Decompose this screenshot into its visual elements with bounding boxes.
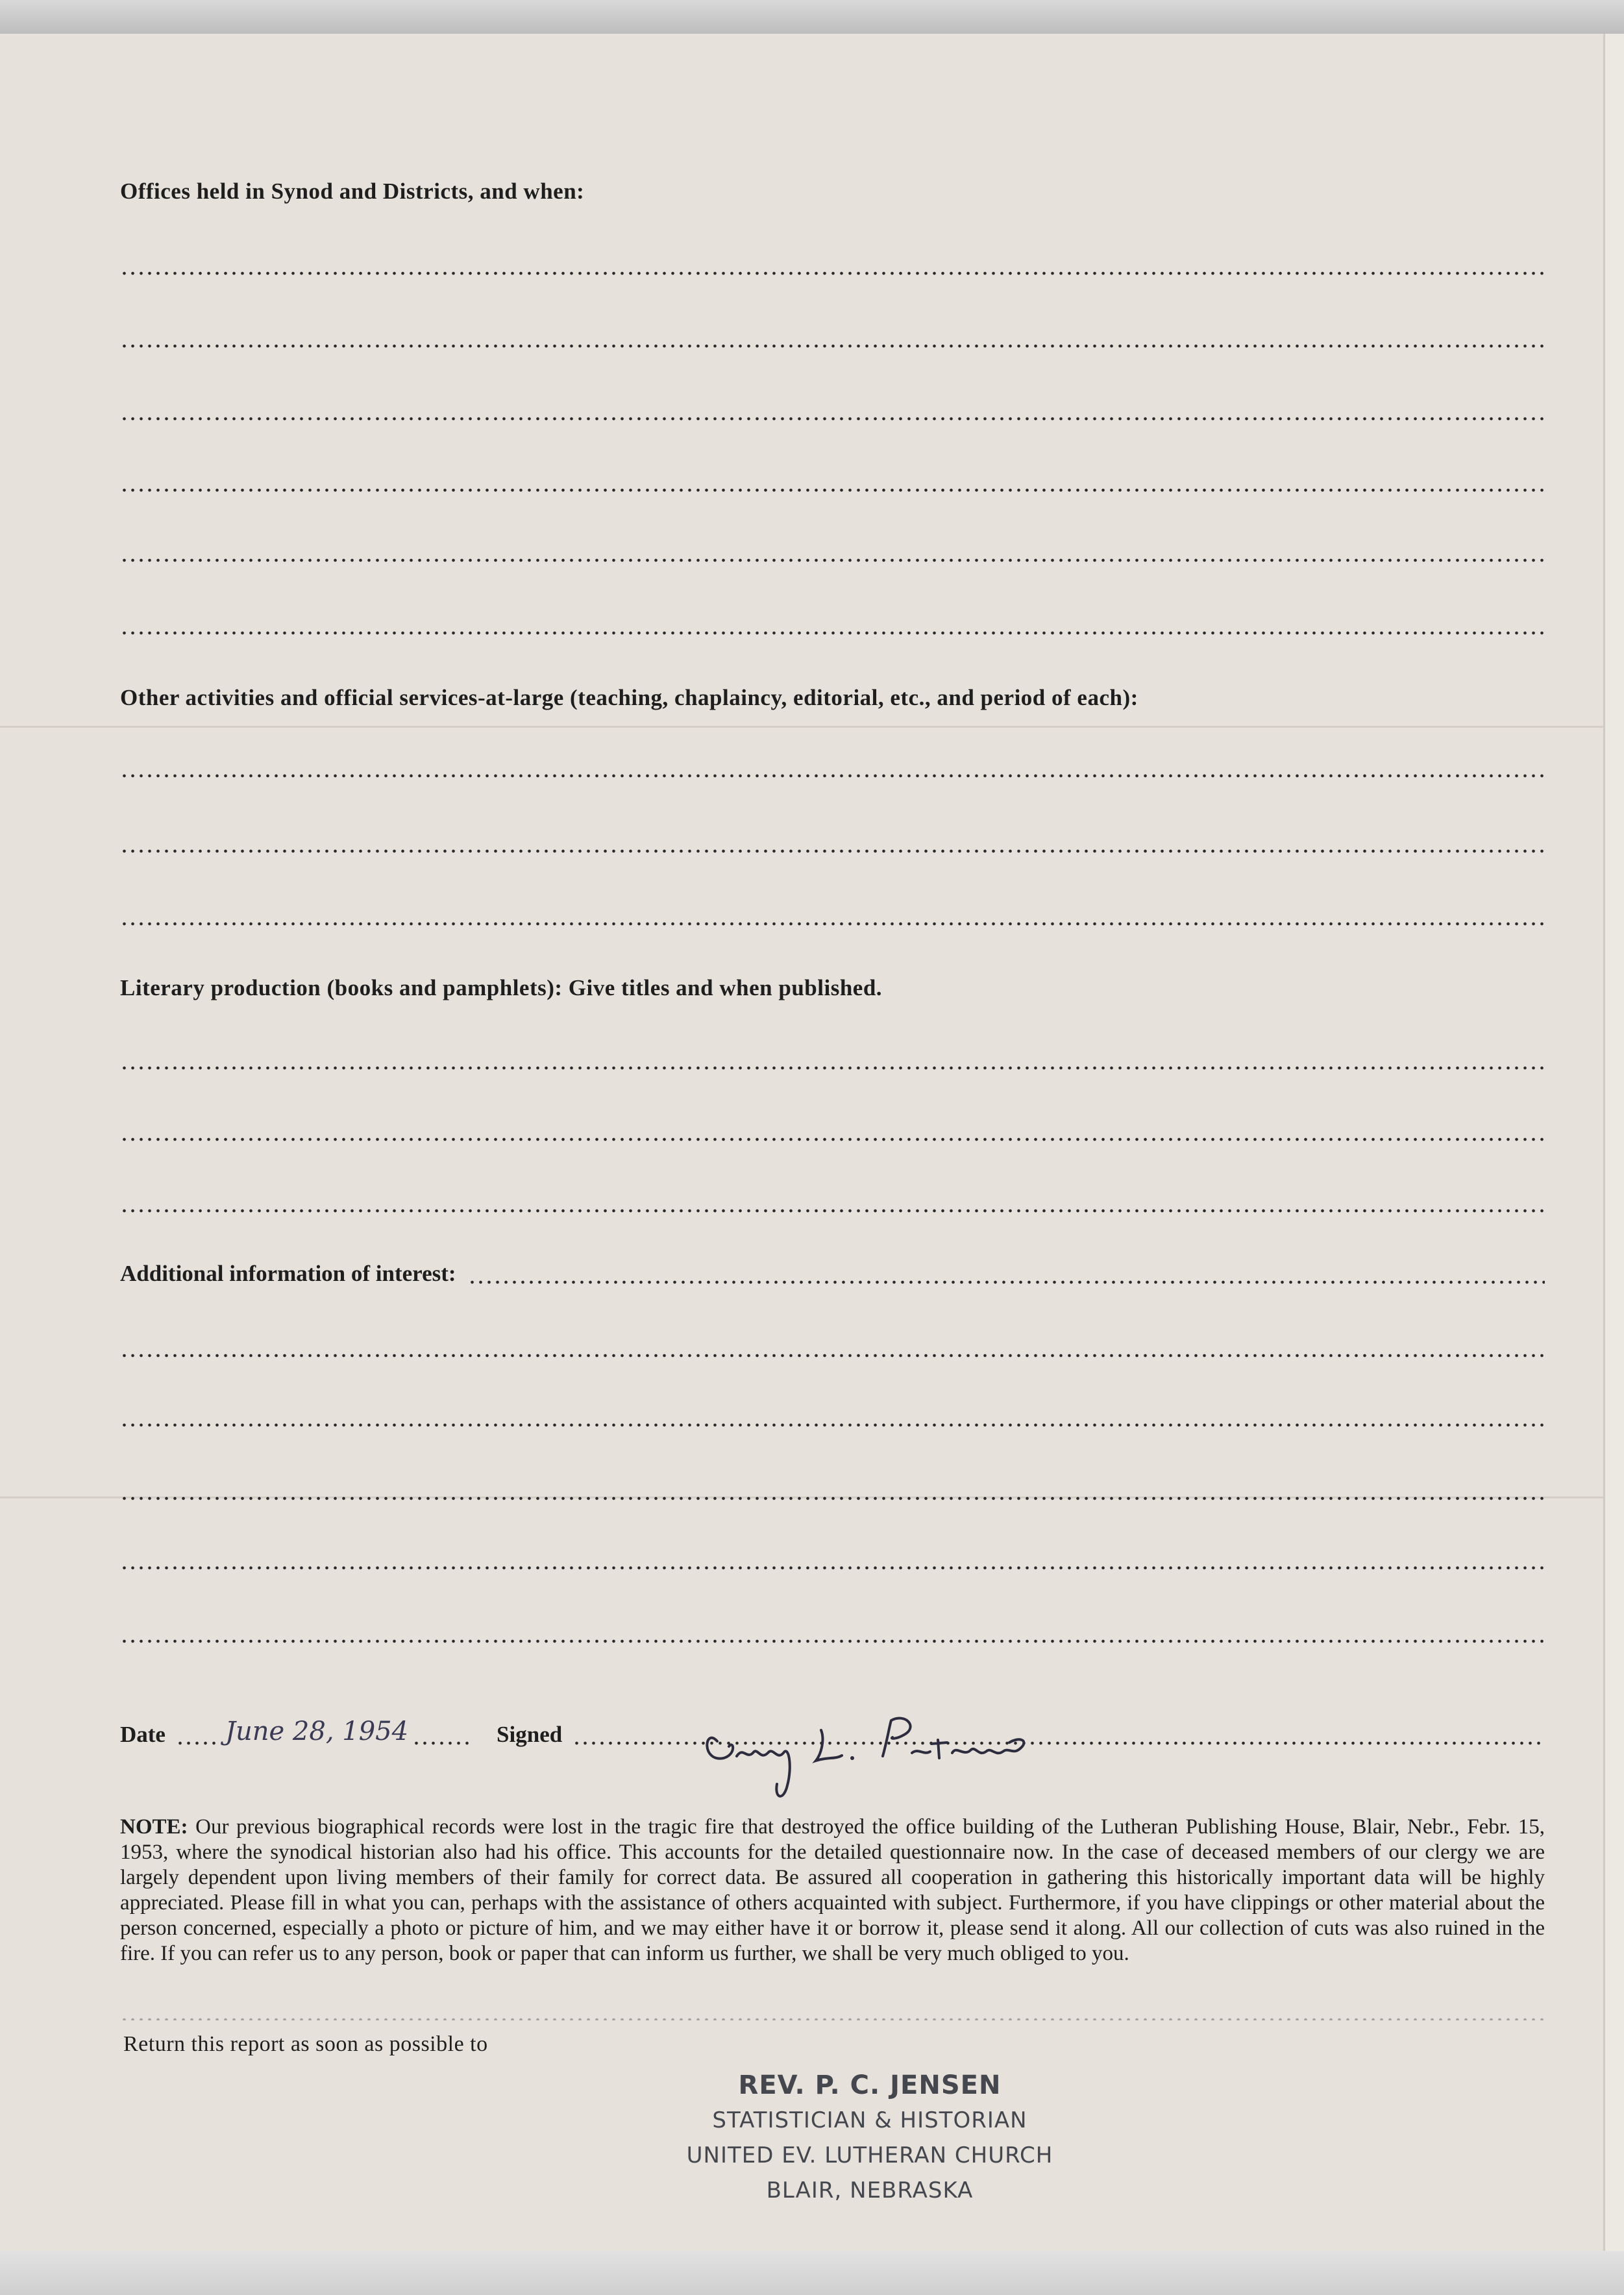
signed-label: Signed (497, 1722, 563, 1747)
paper-fold-line (0, 726, 1603, 728)
offices-line-1[interactable] (120, 271, 1545, 275)
activities-label: Other activities and official services-at-large (teaching, chaplaincy, editorial, etc., and period of each): (120, 685, 1138, 710)
scanner-top-edge (0, 0, 1624, 34)
literary-line-1[interactable] (120, 1066, 1545, 1070)
offices-line-4[interactable] (120, 488, 1545, 492)
signature (698, 1701, 1035, 1811)
literary-label: Literary production (books and pamphlets): Give titles and when published. (120, 975, 883, 1000)
activities-line-2[interactable] (120, 849, 1545, 853)
note-text: Our previous biographical records were lost in the tragic fire that destroyed the office building of the Lutheran Publishing House, Blair, Nebr., Febr. 15, 1953, where the synodical historian also had his office. This accounts for the detailed questionnaire now. In the case of deceased members of our clergy we are largely dependent upon living members of their family for correct data. Be assured all cooperation in gathering this historically important data will be highly appreciated. Please fill in what you can, perhaps with the assistance of others acquainted with subject. Furthermore, if you have clippings or other material about the person concerned, especially a photo or picture of him, and we may either have it or borrow it, please send it along. All our collection of cuts was also ruined in the fire. If you can refer us to any person, book or paper that can inform us further, we shall be very much obliged to you. (120, 1815, 1545, 1965)
return-instruction: Return this report as soon as possible to (123, 2032, 488, 2056)
stamp-line-2: STATISTICIAN & HISTORIAN (712, 2107, 1027, 2133)
offices-line-3[interactable] (120, 417, 1545, 421)
additional-line-3[interactable] (120, 1423, 1545, 1427)
additional-line-6[interactable] (120, 1639, 1545, 1643)
note-paragraph (120, 1815, 1545, 1966)
date-dots-left (176, 1741, 221, 1745)
note-heading: NOTE: (120, 1815, 188, 1839)
date-value[interactable]: June 28, 1954 (225, 1717, 409, 1746)
address-stamp (662, 2068, 1077, 2208)
additional-info-row (120, 1261, 1545, 1287)
additional-line-4[interactable] (120, 1496, 1545, 1500)
activities-line-1[interactable] (120, 774, 1545, 778)
date-label: Date (120, 1722, 166, 1747)
stamp-line-4: BLAIR, NEBRASKA (766, 2177, 974, 2203)
offices-label: Offices held in Synod and Districts, and when: (120, 179, 585, 204)
literary-line-3[interactable] (120, 1209, 1545, 1213)
scanner-bottom-edge (0, 2251, 1624, 2295)
additional-line-2[interactable] (120, 1354, 1545, 1358)
note-separator (120, 2018, 1545, 2020)
offices-line-6[interactable] (120, 631, 1545, 635)
activities-line-3[interactable] (120, 922, 1545, 926)
offices-line-2[interactable] (120, 344, 1545, 348)
additional-line-1[interactable] (468, 1280, 1545, 1284)
offices-line-5[interactable] (120, 558, 1545, 562)
date-dots-right (412, 1741, 471, 1745)
additional-label: Additional information of interest: (120, 1261, 456, 1286)
literary-line-2[interactable] (120, 1137, 1545, 1141)
stamp-line-3: UNITED EV. LUTHERAN CHURCH (686, 2142, 1053, 2168)
additional-line-5[interactable] (120, 1566, 1545, 1570)
stamp-line-1: REV. P. C. JENSEN (738, 2070, 1002, 2100)
